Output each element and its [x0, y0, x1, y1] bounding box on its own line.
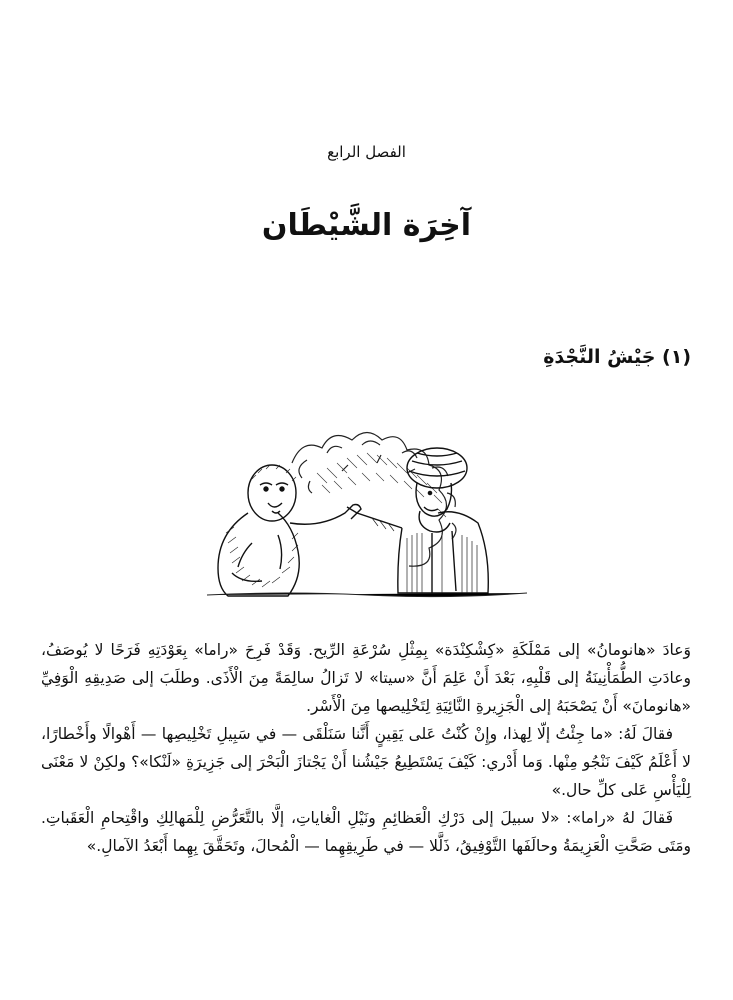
paragraph-2: فقالَ لَهُ: «ما جِئْتُ إلّا لِهذا، وإِنْ كُنْتُ عَلى يَقِينٍ أَنَّنا سَنَلْقَى — في سَبِيلِ تَخْلِيصِها — أَهْوالًا وأَخْطارًا، لا أَعْلَمُ كَيْفَ نَنْجُو مِنْها. وَما أَدْري: كَيْفَ يَسْتَطِيعُ جَيْشُنا أَنْ يَجْتازَ الْبَحْرَ إلى جَزِيرَةِ «لَنْكا»؟ ولكِنْ لا مَعْنَى لِلْيَأْسِ عَلى كلِّ حال.» — [41, 725, 691, 799]
monkey-and-turbaned-man-illustration — [202, 423, 532, 598]
paragraph-3: فَقالَ لهُ «راما»: «لا سبيلَ إلى دَرْكِ الْعَظائِمِ ونَيْلِ الْغاياتِ، إلَّا بالتَّعَرُّضِ لِلْمَهالِكِ واقْتِحامِ الْعَقَباتِ. ومَتَى صَحَّتِ الْعَزِيمَةُ وحالَفَها التَّوْفِيقُ، ذَلَّلا — في طَرِيقِهِما — الْمُحالَ، وتَحَقَّقَ بِهِما أَبْعَدُ الآمالِ.» — [41, 809, 691, 855]
man-robe-hatching — [372, 518, 477, 593]
monkey-figure — [218, 465, 361, 596]
chapter-title: آخِرَة الشَّيْطَان — [261, 208, 472, 243]
section-heading: (١) جَيْشُ النَّجْدَةِ — [543, 346, 691, 368]
body-text — [41, 636, 691, 860]
foliage-hatching — [317, 453, 446, 517]
paragraph-1: وَعادَ «هانومانُ» إلى مَمْلَكَةِ «كِشْكِنْدَة» بِمِثْلِ سُرْعَةِ الرِّيح. وَقَدْ فَرِحَ «راما» بِعَوْدَتِهِ فَرَحًا لا يُوصَفُ، وعادَتِ الطُّمَأْنِينَةُ إلى قَلْبِهِ، بَعْدَ أَنْ عَلِمَ أَنَّ «سيتا» لا تَزالُ سالِمَةً مِنَ الْأَذَى. وطلَبَ إلى صَدِيقِهِ الْوَفِيِّ «هانومانَ» أَنْ يَصْحَبَهُ إلى الْجَزِيرةِ النَّائِيَةِ لِتَخْلِيصها مِنَ الْأَسْر. — [41, 641, 691, 715]
chapter-label: الفصل الرابع — [327, 143, 406, 161]
